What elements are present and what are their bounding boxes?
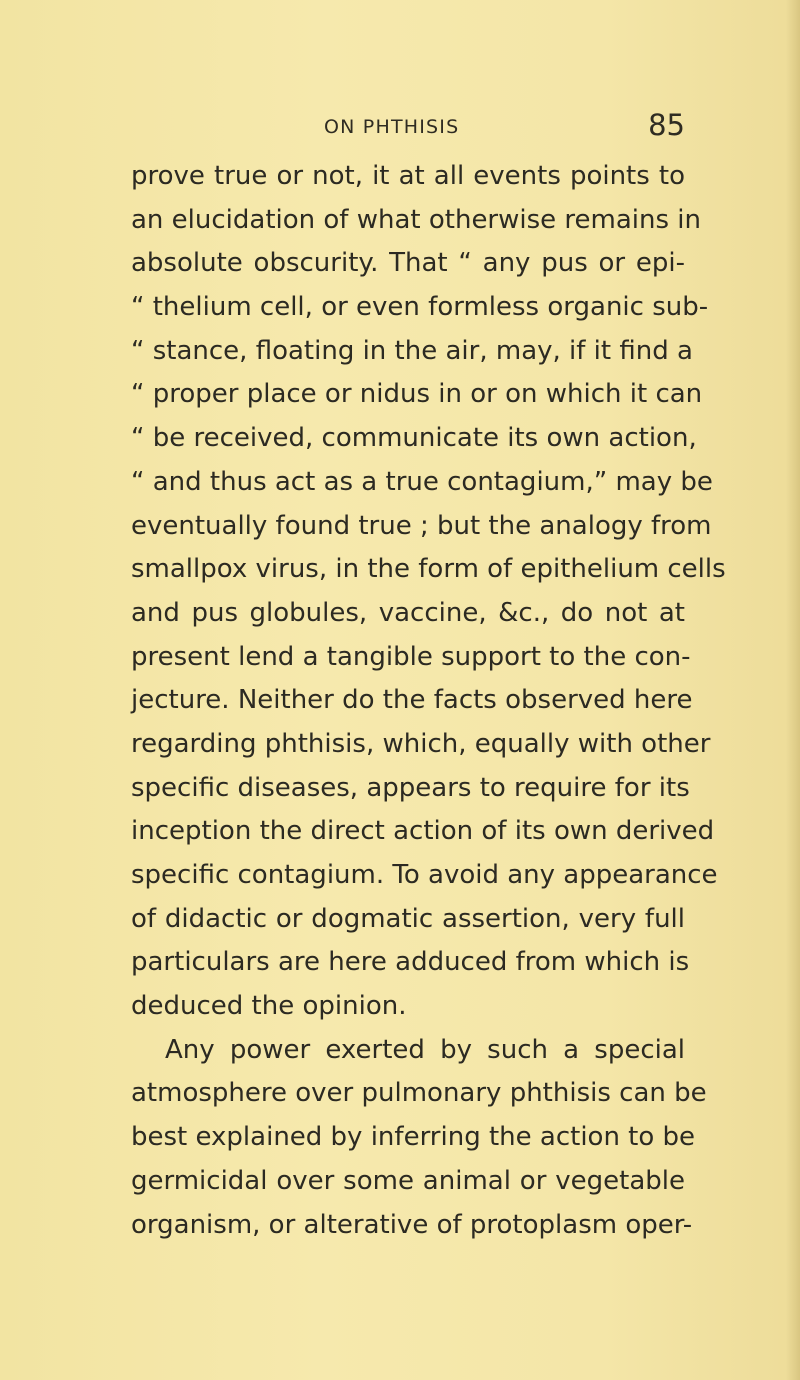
text-line: smallpox virus, in the form of epithelium cells [131,554,726,585]
text-line: specific contagium. To avoid any appearance [131,860,718,890]
page-header [131,108,685,148]
text-line: regarding phthisis, which, equally with other [131,728,711,759]
text-line: Any power exerted by such a special [165,1034,685,1065]
text-line: and pus globules, vaccine, &c., do not at [131,597,685,628]
text-line: specific diseases, appears to require for its [131,772,690,803]
text-line: prove true or not, it at all events points to [131,161,685,191]
text-line: an elucidation of what otherwise remains in [131,204,702,235]
text-line: deduced the opinion. [131,991,407,1022]
text-line: of didactic or dogmatic assertion, very full [131,903,685,934]
page-edge-shadow [786,0,800,1380]
text-line: jecture. Neither do the facts observed here [131,685,693,716]
text-line: germicidal over some animal or vegetable [131,1165,685,1196]
text-line: best explained by inferring the action to be [131,1122,696,1153]
text-line: “ stance, floating in the air, may, if it find a [131,335,693,366]
text-line: inception the direct action of its own derived [131,816,715,847]
running-title: ON PHTHISIS [324,116,460,138]
text-line: “ and thus act as a true contagium,” may be [131,466,713,497]
page-number: 85 [648,108,685,142]
text-line: “ be received, communicate its own action, [131,423,697,454]
text-line: present lend a tangible support to the con- [131,641,691,672]
body-text [131,155,726,1247]
text-line: organism, or alterative of protoplasm oper- [131,1209,693,1240]
text-line: “ proper place or nidus in or on which it can [131,379,703,410]
text-line: eventually found true ; but the analogy from [131,510,712,541]
text-line: atmosphere over pulmonary phthisis can be [131,1078,707,1109]
text-line: “ thelium cell, or even formless organic sub- [131,292,709,323]
text-line: particulars are here adduced from which is [131,947,690,978]
text-line: absolute obscurity. That “ any pus or epi- [131,248,685,279]
